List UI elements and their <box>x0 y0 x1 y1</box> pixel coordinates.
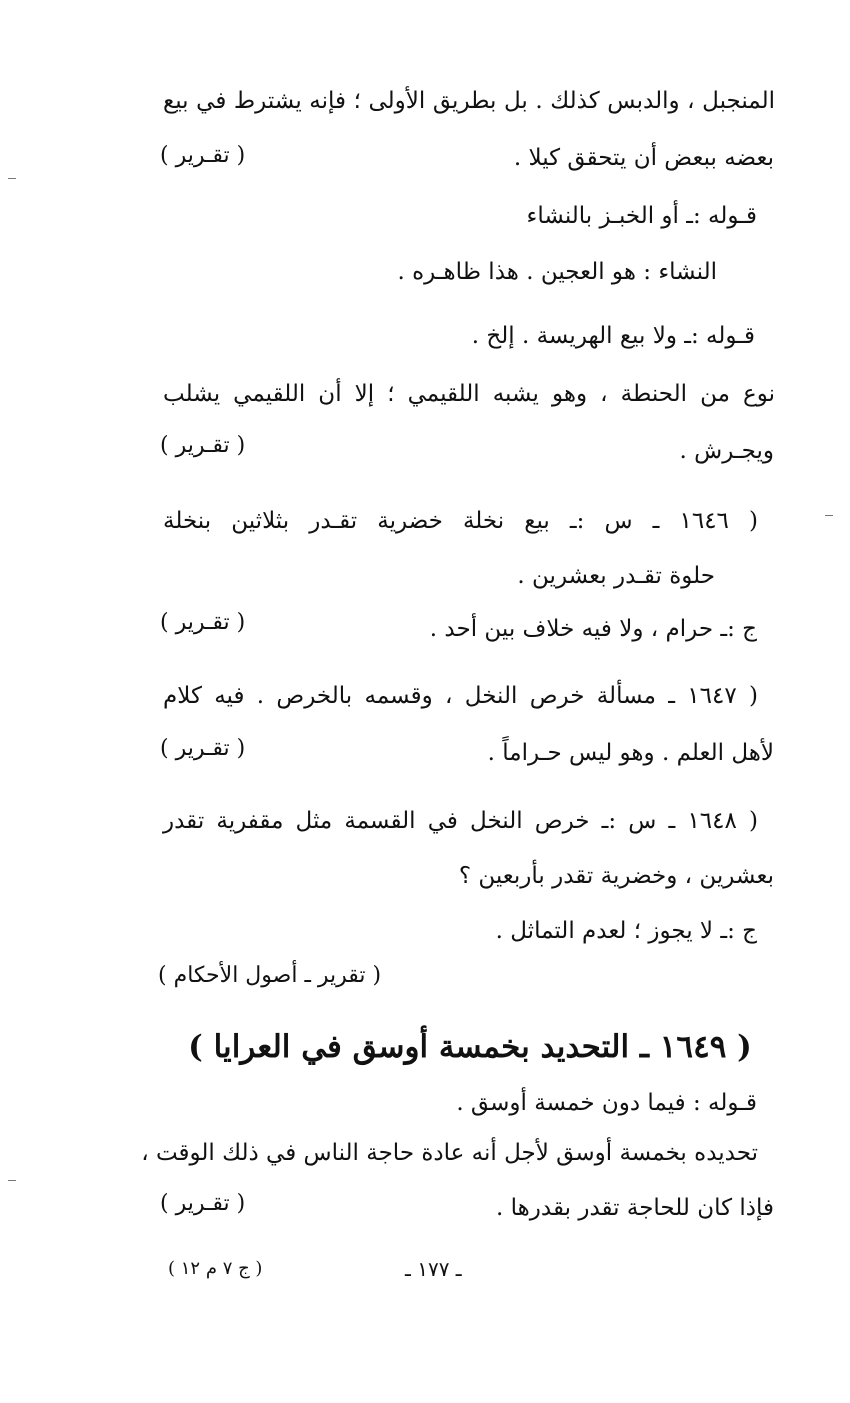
text-line: ويجـرش . <box>679 438 774 464</box>
text-line: فإذا كان للحاجة تقدر بقدرها . <box>496 1195 774 1221</box>
scan-mark <box>825 515 833 516</box>
text-line: تحديده بخمسة أوسق لأجل أنه عادة حاجة الناس في ذلك الوقت ، <box>141 1140 758 1166</box>
text-line: ( ١٦٤٨ ـ س :ـ خرص النخل في القسمة مثل مقفرية تقدر <box>163 808 758 834</box>
scan-mark <box>8 178 16 179</box>
text-line: ( ١٦٤٦ ـ س :ـ بيع نخلة خضرية تقـدر بثلاثين بنخلة <box>163 508 758 534</box>
quote-line: قـوله :ـ أو الخبـز بالنشاء <box>526 203 757 229</box>
text-line: ج :ـ حرام ، ولا فيه خلاف بين أحد . <box>429 616 757 642</box>
text-line: ( ١٦٤٧ ـ مسألة خرص النخل ، وقسمه بالخرص . فيه كلام <box>163 683 758 709</box>
text-line: حلوة تقـدر بعشرين . <box>517 563 715 589</box>
text-line: بعشرين ، وخضرية تقدر بأربعين ؟ <box>458 863 774 889</box>
text-line: بعضه ببعض أن يتحقق كيلا . <box>513 145 774 171</box>
scan-mark <box>8 1180 16 1181</box>
text-line: نوع من الحنطة ، وهو يشبه اللقيمي ؛ إلا أن اللقيمي يشلب <box>163 381 775 407</box>
volume-reference: ( ج ٧ م ١٢ ) <box>168 1258 263 1279</box>
quote-line: قـوله : فيما دون خمسة أوسق . <box>456 1090 757 1116</box>
text-line: النشاء : هو العجين . هذا ظاهـره . <box>397 259 717 285</box>
section-heading: ( ١٦٤٩ ـ التحديد بخمسة أوسق في العرايا ) <box>188 1029 752 1065</box>
source-tag: ( تقـرير ) <box>160 736 246 761</box>
source-tag: ( تقـرير ) <box>160 143 246 168</box>
source-tag: ( تقـرير ) <box>160 610 246 635</box>
text-line: لأهل العلم . وهو ليس حـراماً . <box>487 740 774 766</box>
source-tag: ( تقرير ـ أصول الأحكام ) <box>158 963 382 988</box>
source-tag: ( تقـرير ) <box>160 1191 246 1216</box>
quote-line: قـوله :ـ ولا بيع الهريسة . إلخ . <box>471 323 755 349</box>
source-tag: ( تقـرير ) <box>160 433 246 458</box>
text-line: المنجبل ، والدبس كذلك . بل بطريق الأولى ؛ فإنه يشترط في بيع <box>163 88 775 114</box>
page-number: ـ ١٧٧ ـ <box>405 1257 462 1281</box>
text-line: ج :ـ لا يجوز ؛ لعدم التماثل . <box>495 918 757 944</box>
